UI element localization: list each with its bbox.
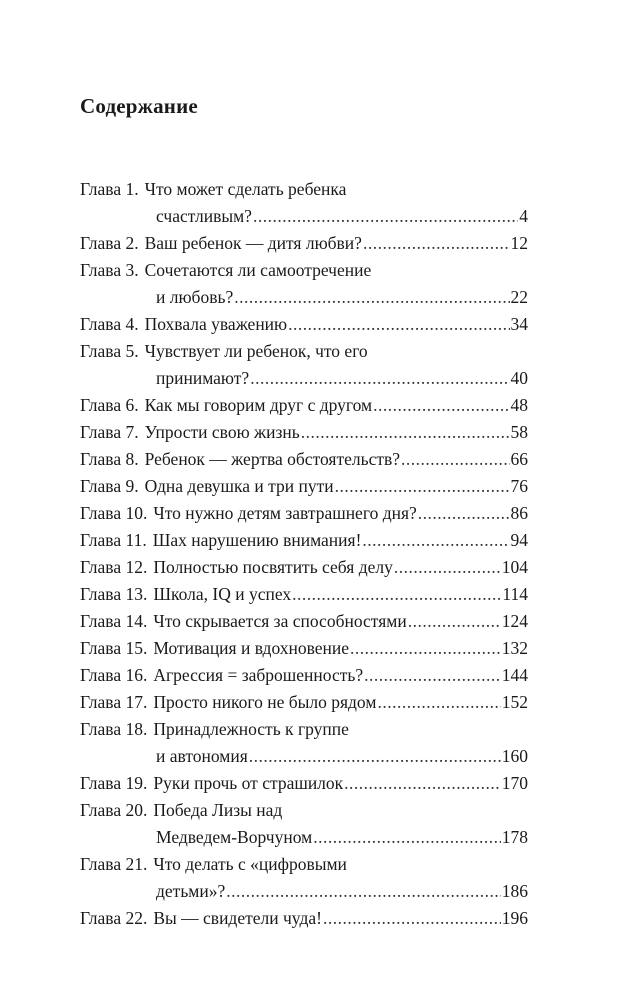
page-number: 114 bbox=[502, 584, 528, 604]
dot-leader bbox=[335, 473, 510, 500]
chapter-title: Что скрывается за способностями bbox=[153, 611, 407, 631]
toc-entry[interactable] bbox=[80, 230, 528, 257]
chapter-number: Глава 13. bbox=[80, 584, 148, 604]
toc-line bbox=[80, 905, 528, 932]
chapter-number: Глава 7. bbox=[80, 422, 139, 442]
page-number: 144 bbox=[501, 665, 528, 685]
chapter-title: Что нужно детям завтрашнего дня? bbox=[153, 503, 417, 523]
dot-leader bbox=[408, 608, 501, 635]
toc-line bbox=[80, 446, 528, 473]
chapter-number: Глава 4. bbox=[80, 314, 139, 334]
chapter-title: Агрессия = заброшенность? bbox=[153, 665, 364, 685]
chapter-number: Глава 1. bbox=[80, 179, 139, 199]
dot-leader bbox=[253, 203, 518, 230]
page-title: Содержание bbox=[80, 94, 198, 118]
chapter-title: Медведем-Ворчуном bbox=[156, 827, 313, 847]
page-number: 12 bbox=[510, 233, 528, 253]
dot-leader bbox=[323, 905, 501, 932]
toc-line bbox=[80, 716, 528, 743]
dot-leader bbox=[373, 392, 509, 419]
page-number: 186 bbox=[501, 881, 528, 901]
chapter-title: и любовь? bbox=[156, 287, 234, 307]
dot-leader bbox=[364, 662, 501, 689]
dot-leader bbox=[394, 554, 501, 581]
page-number: 152 bbox=[501, 692, 528, 712]
toc-line bbox=[80, 878, 528, 905]
toc-entry[interactable] bbox=[80, 608, 528, 635]
toc-line bbox=[80, 743, 528, 770]
toc-entry[interactable] bbox=[80, 257, 528, 311]
toc-entry[interactable] bbox=[80, 176, 528, 230]
toc-line bbox=[80, 608, 528, 635]
chapter-number: Глава 19. bbox=[80, 773, 148, 793]
page-number: 48 bbox=[510, 395, 528, 415]
chapter-title: Просто никого не было рядом bbox=[153, 692, 377, 712]
chapter-title: Мотивация и вдохновение bbox=[153, 638, 350, 658]
toc-line bbox=[80, 527, 528, 554]
chapter-title: счастливым? bbox=[156, 206, 252, 226]
toc-entry[interactable] bbox=[80, 311, 528, 338]
chapter-title: Одна девушка и три пути bbox=[144, 476, 334, 496]
page-number: 58 bbox=[510, 422, 528, 442]
toc-entry[interactable] bbox=[80, 770, 528, 797]
dot-leader bbox=[250, 365, 509, 392]
page-number: 22 bbox=[510, 287, 528, 307]
chapter-title: Чувствует ли ребенок, что его bbox=[144, 341, 368, 361]
toc-entry[interactable] bbox=[80, 554, 528, 581]
chapter-number: Глава 21. bbox=[80, 854, 148, 874]
toc-line bbox=[80, 284, 528, 311]
toc-line bbox=[80, 392, 528, 419]
chapter-number: Глава 12. bbox=[80, 557, 148, 577]
chapter-number: Глава 6. bbox=[80, 395, 139, 415]
toc-line bbox=[80, 500, 528, 527]
page-number: 104 bbox=[501, 557, 528, 577]
chapter-number: Глава 22. bbox=[80, 908, 148, 928]
page-number: 94 bbox=[510, 530, 528, 550]
chapter-title: Вы — свидетели чуда! bbox=[153, 908, 322, 928]
chapter-title: детьми»? bbox=[156, 881, 226, 901]
page-number: 86 bbox=[510, 503, 528, 523]
chapter-title: Шах нарушению внимания! bbox=[152, 530, 362, 550]
toc-line bbox=[80, 311, 528, 338]
toc-line bbox=[80, 338, 528, 365]
chapter-title: принимают? bbox=[156, 368, 250, 388]
chapter-number: Глава 20. bbox=[80, 800, 148, 820]
chapter-number: Глава 16. bbox=[80, 665, 148, 685]
toc-entry[interactable] bbox=[80, 419, 528, 446]
toc-line bbox=[80, 176, 528, 203]
toc-line bbox=[80, 851, 528, 878]
dot-leader bbox=[344, 770, 501, 797]
toc-entry[interactable] bbox=[80, 716, 528, 770]
page-number: 170 bbox=[501, 773, 528, 793]
toc-line bbox=[80, 554, 528, 581]
chapter-title: Что делать с «цифровыми bbox=[153, 854, 347, 874]
toc-entry[interactable] bbox=[80, 500, 528, 527]
toc-entry[interactable] bbox=[80, 446, 528, 473]
chapter-number: Глава 8. bbox=[80, 449, 139, 469]
chapter-title: Как мы говорим друг с другом bbox=[144, 395, 373, 415]
toc-entry[interactable] bbox=[80, 338, 528, 392]
dot-leader bbox=[418, 500, 510, 527]
page-number: 132 bbox=[501, 638, 528, 658]
page-number: 124 bbox=[501, 611, 528, 631]
chapter-title: и автономия bbox=[156, 746, 248, 766]
chapter-title: Сочетаются ли самоотречение bbox=[144, 260, 372, 280]
chapter-number: Глава 11. bbox=[80, 530, 147, 550]
page-number: 196 bbox=[501, 908, 528, 928]
chapter-title: Школа, IQ и успех bbox=[153, 584, 292, 604]
toc-entry[interactable] bbox=[80, 662, 528, 689]
page-number: 66 bbox=[510, 449, 528, 469]
dot-leader bbox=[249, 743, 501, 770]
chapter-title: Что может сделать ребенка bbox=[144, 179, 347, 199]
toc-entry[interactable] bbox=[80, 473, 528, 500]
toc-line bbox=[80, 662, 528, 689]
toc-entry[interactable] bbox=[80, 392, 528, 419]
chapter-number: Глава 15. bbox=[80, 638, 148, 658]
dot-leader bbox=[313, 824, 501, 851]
toc-line bbox=[80, 581, 528, 608]
dot-leader bbox=[362, 527, 509, 554]
page-number: 160 bbox=[501, 746, 528, 766]
chapter-number: Глава 5. bbox=[80, 341, 139, 361]
page-number: 40 bbox=[510, 368, 528, 388]
toc-line bbox=[80, 824, 528, 851]
dot-leader bbox=[226, 878, 500, 905]
chapter-number: Глава 2. bbox=[80, 233, 139, 253]
dot-leader bbox=[350, 635, 501, 662]
chapter-title: Руки прочь от страшилок bbox=[153, 773, 344, 793]
chapter-number: Глава 3. bbox=[80, 260, 139, 280]
toc-line bbox=[80, 473, 528, 500]
page-number: 4 bbox=[519, 206, 528, 226]
chapter-number: Глава 10. bbox=[80, 503, 148, 523]
chapter-title: Похвала уважению bbox=[144, 314, 288, 334]
toc-line bbox=[80, 770, 528, 797]
toc-line bbox=[80, 635, 528, 662]
toc-entry[interactable] bbox=[80, 689, 528, 716]
chapter-number: Глава 14. bbox=[80, 611, 148, 631]
toc-entry[interactable] bbox=[80, 527, 528, 554]
chapter-number: Глава 9. bbox=[80, 476, 139, 496]
chapter-title: Полностью посвятить себя делу bbox=[153, 557, 393, 577]
table-of-contents bbox=[80, 176, 528, 932]
toc-line bbox=[80, 365, 528, 392]
chapter-number: Глава 18. bbox=[80, 719, 148, 739]
toc-line bbox=[80, 419, 528, 446]
dot-leader bbox=[292, 581, 501, 608]
dot-leader bbox=[401, 446, 509, 473]
chapter-title: Ваш ребенок — дитя любви? bbox=[144, 233, 362, 253]
toc-entry[interactable] bbox=[80, 635, 528, 662]
dot-leader bbox=[363, 230, 510, 257]
dot-leader bbox=[288, 311, 509, 338]
toc-entry[interactable] bbox=[80, 797, 528, 851]
toc-entry[interactable] bbox=[80, 851, 528, 905]
toc-entry[interactable] bbox=[80, 905, 528, 932]
toc-line bbox=[80, 203, 528, 230]
toc-line bbox=[80, 230, 528, 257]
chapter-title: Ребенок — жертва обстоятельств? bbox=[144, 449, 401, 469]
chapter-title: Принадлежность к группе bbox=[153, 719, 349, 739]
page-number: 76 bbox=[510, 476, 528, 496]
dot-leader bbox=[377, 689, 500, 716]
toc-entry[interactable] bbox=[80, 581, 528, 608]
chapter-number: Глава 17. bbox=[80, 692, 148, 712]
page-number: 34 bbox=[510, 314, 528, 334]
page-number: 178 bbox=[501, 827, 528, 847]
chapter-title: Упрости свою жизнь bbox=[144, 422, 300, 442]
toc-line bbox=[80, 689, 528, 716]
chapter-title: Победа Лизы над bbox=[153, 800, 283, 820]
dot-leader bbox=[234, 284, 509, 311]
toc-line bbox=[80, 257, 528, 284]
dot-leader bbox=[301, 419, 510, 446]
toc-line bbox=[80, 797, 528, 824]
